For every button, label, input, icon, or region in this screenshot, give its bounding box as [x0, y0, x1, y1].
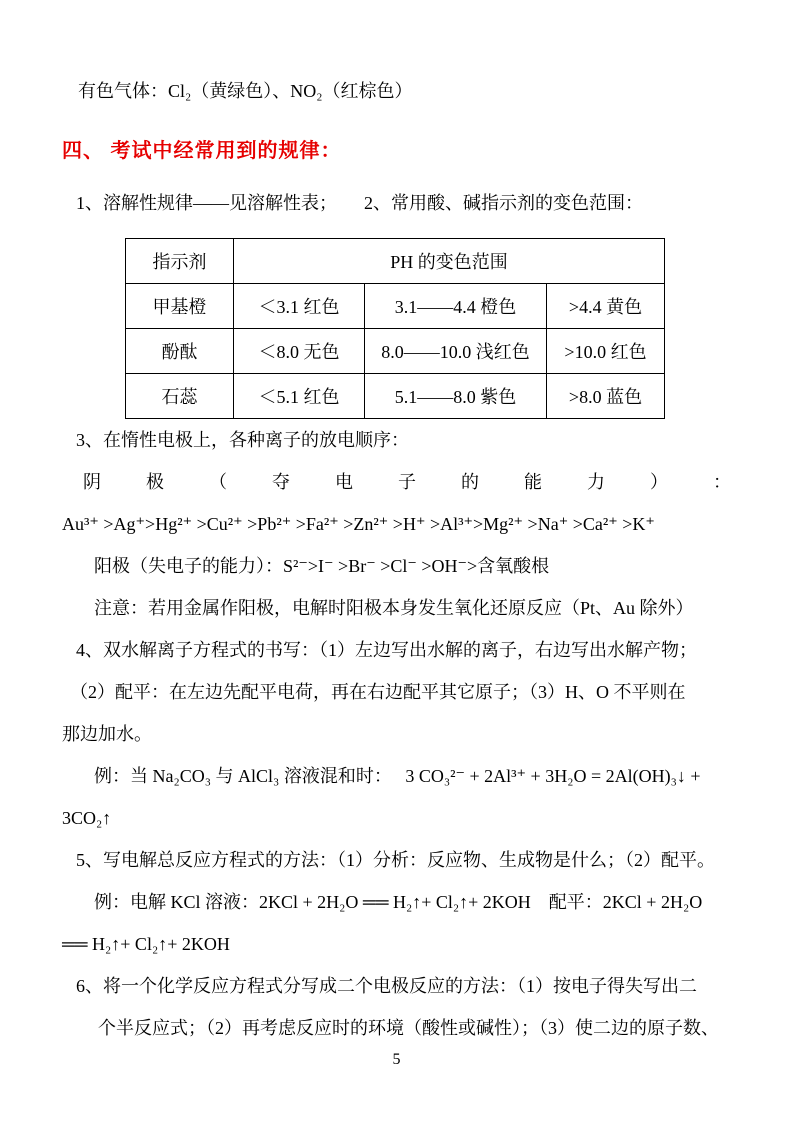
item5-line1: 5、写电解总反应方程式的方法：（1）分析：反应物、生成物是什么；（2）配平。 [76, 850, 715, 870]
table-row-phenolphthalein [126, 329, 665, 374]
item5-example-line2: ══ H₂↑+ Cl₂↑+ 2KOH [62, 934, 230, 954]
cell-range-mid: 5.1——8.0 紫色 [365, 374, 547, 419]
indicator-table [125, 238, 665, 419]
page-number: 5 [392, 1051, 401, 1068]
colored-gases-line: 有色气体：Cl₂（黄绿色）、NO₂（红棕色） [78, 81, 413, 101]
item5-example-line1: 例：电解 KCl 溶液：2KCl + 2H₂O ══ H₂↑+ Cl₂↑+ 2KOH 配平：2KCl + 2H₂O [94, 892, 703, 912]
item4-line3: 那边加水。 [62, 724, 152, 744]
cell-range-high: >8.0 蓝色 [547, 374, 665, 419]
anode-note-line: 注意：若用金属作阳极，电解时阳极本身发生氧化还原反应（Pt、Au 除外） [94, 598, 694, 618]
item4-line2: （2）配平：在左边先配平电荷，再在右边配平其它原子；（3）H、O 不平则在 [70, 682, 686, 702]
cell-range-low: ＜5.1 红色 [234, 374, 365, 419]
item3-title: 3、在惰性电极上，各种离子的放电顺序： [76, 430, 409, 450]
table-row-methyl-orange [126, 284, 665, 329]
cell-indicator-name: 石蕊 [126, 374, 234, 419]
cathode-ion-order: Au³⁺ >Ag⁺>Hg²⁺ >Cu²⁺ >Pb²⁺ >Fa²⁺ >Zn²⁺ >H⁺ >Al³⁺>Mg²⁺ >Na⁺ >Ca²⁺ >K⁺ [62, 514, 655, 534]
item4-line1: 4、双水解离子方程式的书写：（1）左边写出水解的离子，右边写出水解产物； [76, 640, 697, 660]
item4-example-line1: 例：当 Na₂CO₃ 与 AlCl₃ 溶液混和时： 3 CO₃²⁻ + 2Al³⁺ + 3H₂O = 2Al(OH)₃↓ + [94, 766, 701, 786]
table-header-ph-range: PH 的变色范围 [234, 239, 665, 284]
section-heading: 四、 考试中经常用到的规律： [62, 140, 342, 162]
anode-order-line: 阳极（失电子的能力）：S²⁻>I⁻ >Br⁻ >Cl⁻ >OH⁻>含氧酸根 [94, 556, 550, 576]
table-header-indicator: 指示剂 [126, 239, 234, 284]
item6-line1: 6、将一个化学反应方程式分写成二个电极反应的方法：（1）按电子得失写出二 [76, 976, 697, 996]
cathode-justified-line: 阴 极 （ 夺 电 子 的 能 力 ） ： [83, 472, 731, 492]
cell-range-low: ＜3.1 红色 [234, 284, 365, 329]
cell-indicator-name: 酚酞 [126, 329, 234, 374]
cell-indicator-name: 甲基橙 [126, 284, 234, 329]
cell-range-low: ＜8.0 无色 [234, 329, 365, 374]
table-row-litmus [126, 374, 665, 419]
cell-range-high: >10.0 红色 [547, 329, 665, 374]
rules-intro-line: 1、溶解性规律——见溶解性表； 2、常用酸、碱指示剂的变色范围： [76, 193, 643, 213]
cell-range-mid: 3.1——4.4 橙色 [365, 284, 547, 329]
cell-range-high: >4.4 黄色 [547, 284, 665, 329]
item6-line2: 个半反应式；（2）再考虑反应时的环境（酸性或碱性）；（3）使二边的原子数、 [98, 1018, 719, 1038]
cell-range-mid: 8.0——10.0 浅红色 [365, 329, 547, 374]
indicator-table-header-row [126, 239, 665, 284]
item4-example-line2: 3CO₂↑ [62, 808, 112, 828]
